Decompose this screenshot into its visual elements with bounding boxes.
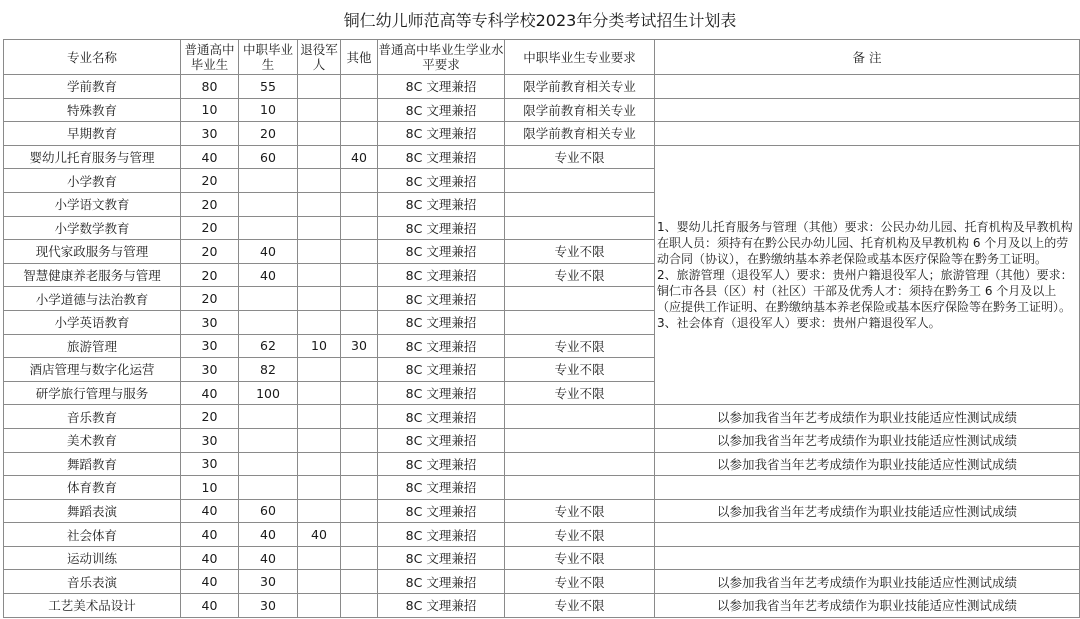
cell-major: 小学道德与法治教育 [4, 287, 181, 311]
cell-high-school-count: 40 [181, 381, 239, 405]
cell-other-count [341, 98, 378, 122]
cell-high-school-count: 30 [181, 358, 239, 382]
cell-high-school-req: 8C 文理兼招 [378, 594, 505, 618]
cell-high-school-count: 30 [181, 122, 239, 146]
table-row [4, 98, 1080, 122]
cell-other-count [341, 476, 378, 500]
cell-major: 运动训练 [4, 546, 181, 570]
cell-veteran-count [298, 310, 341, 334]
cell-major: 工艺美术品设计 [4, 594, 181, 618]
cell-veteran-count [298, 98, 341, 122]
cell-vocational-req: 专业不限 [505, 334, 655, 358]
cell-vocational-count: 82 [239, 358, 298, 382]
cell-vocational-count: 10 [239, 98, 298, 122]
table-row [4, 428, 1080, 452]
cell-other-count: 30 [341, 334, 378, 358]
cell-vocational-count: 40 [239, 263, 298, 287]
cell-veteran-count: 40 [298, 523, 341, 547]
cell-vocational-count: 20 [239, 122, 298, 146]
cell-high-school-req: 8C 文理兼招 [378, 523, 505, 547]
cell-remark [655, 546, 1080, 570]
cell-major: 体育教育 [4, 476, 181, 500]
cell-vocational-count [239, 216, 298, 240]
cell-other-count [341, 499, 378, 523]
cell-other-count [341, 216, 378, 240]
cell-major: 美术教育 [4, 428, 181, 452]
cell-major: 旅游管理 [4, 334, 181, 358]
cell-high-school-count: 40 [181, 546, 239, 570]
cell-veteran-count [298, 75, 341, 99]
cell-other-count [341, 75, 378, 99]
cell-vocational-count: 60 [239, 145, 298, 169]
cell-high-school-req: 8C 文理兼招 [378, 476, 505, 500]
cell-high-school-req: 8C 文理兼招 [378, 145, 505, 169]
cell-major: 特殊教育 [4, 98, 181, 122]
cell-veteran-count [298, 381, 341, 405]
cell-vocational-count [239, 405, 298, 429]
cell-other-count [341, 263, 378, 287]
cell-other-count [341, 358, 378, 382]
cell-other-count [341, 546, 378, 570]
cell-other-count [341, 381, 378, 405]
header-vocational: 中职毕业生 [239, 40, 298, 75]
cell-remark [655, 476, 1080, 500]
cell-remark: 以参加我省当年艺考成绩作为职业技能适应性测试成绩 [655, 570, 1080, 594]
cell-vocational-count: 100 [239, 381, 298, 405]
cell-high-school-count: 30 [181, 428, 239, 452]
cell-vocational-req [505, 287, 655, 311]
cell-vocational-count [239, 169, 298, 193]
cell-vocational-req: 专业不限 [505, 523, 655, 547]
cell-remark: 以参加我省当年艺考成绩作为职业技能适应性测试成绩 [655, 428, 1080, 452]
cell-vocational-req: 专业不限 [505, 263, 655, 287]
table-row [4, 75, 1080, 99]
cell-vocational-req: 专业不限 [505, 499, 655, 523]
cell-vocational-req [505, 310, 655, 334]
cell-other-count [341, 310, 378, 334]
header-remark: 备 注 [655, 40, 1080, 75]
cell-high-school-count: 10 [181, 476, 239, 500]
cell-major: 小学教育 [4, 169, 181, 193]
cell-veteran-count [298, 192, 341, 216]
cell-other-count [341, 570, 378, 594]
cell-major: 研学旅行管理与服务 [4, 381, 181, 405]
cell-vocational-count: 30 [239, 570, 298, 594]
cell-major: 小学数学教育 [4, 216, 181, 240]
cell-veteran-count [298, 405, 341, 429]
cell-veteran-count [298, 476, 341, 500]
cell-vocational-req: 专业不限 [505, 381, 655, 405]
cell-major: 学前教育 [4, 75, 181, 99]
cell-veteran-count: 10 [298, 334, 341, 358]
cell-major: 智慧健康养老服务与管理 [4, 263, 181, 287]
cell-vocational-count: 40 [239, 240, 298, 264]
cell-major: 早期教育 [4, 122, 181, 146]
cell-veteran-count [298, 594, 341, 618]
cell-other-count [341, 428, 378, 452]
header-major: 专业名称 [4, 40, 181, 75]
cell-veteran-count [298, 240, 341, 264]
table-row [4, 499, 1080, 523]
cell-vocational-req: 专业不限 [505, 358, 655, 382]
cell-vocational-count [239, 287, 298, 311]
enrollment-plan-table [3, 39, 1080, 618]
remark-note-item: 2、旅游管理（退役军人）要求：贵州户籍退役军人；旅游管理（其他）要求：铜仁市各县（区）村（社区）干部及优秀人才：须持在黔务工 6 个月及以上（应提供工作证明、在黔缴纳基本养老保险或基本医疗保险等在黔务工证明）。 [657, 268, 1073, 315]
cell-vocational-req: 专业不限 [505, 546, 655, 570]
cell-high-school-req: 8C 文理兼招 [378, 358, 505, 382]
cell-vocational-req: 专业不限 [505, 594, 655, 618]
cell-major: 音乐教育 [4, 405, 181, 429]
cell-veteran-count [298, 145, 341, 169]
cell-other-count: 40 [341, 145, 378, 169]
table-row [4, 476, 1080, 500]
cell-veteran-count [298, 216, 341, 240]
cell-high-school-req: 8C 文理兼招 [378, 216, 505, 240]
cell-high-school-count: 20 [181, 169, 239, 193]
cell-major: 舞蹈表演 [4, 499, 181, 523]
cell-veteran-count [298, 122, 341, 146]
cell-high-school-req: 8C 文理兼招 [378, 405, 505, 429]
cell-veteran-count [298, 428, 341, 452]
cell-high-school-count: 30 [181, 334, 239, 358]
cell-vocational-req: 限学前教育相关专业 [505, 75, 655, 99]
cell-vocational-req: 专业不限 [505, 570, 655, 594]
table-row [4, 405, 1080, 429]
cell-vocational-count [239, 452, 298, 476]
cell-other-count [341, 192, 378, 216]
remark-note-item: 1、婴幼儿托育服务与管理（其他）要求：公民办幼儿园、托育机构及早教机构在职人员：须持有在黔公民办幼儿园、托育机构及早教机构 6 个月及以上的劳动合同（协议），在黔缴纳基本养老保险或基本医疗保险等在黔务工证明。 [657, 220, 1073, 267]
cell-high-school-req: 8C 文理兼招 [378, 287, 505, 311]
cell-high-school-req: 8C 文理兼招 [378, 499, 505, 523]
table-row [4, 145, 1080, 169]
table-row [4, 594, 1080, 618]
cell-other-count [341, 523, 378, 547]
cell-veteran-count [298, 287, 341, 311]
header-high-school: 普通高中毕业生 [181, 40, 239, 75]
cell-high-school-count: 20 [181, 216, 239, 240]
cell-high-school-req: 8C 文理兼招 [378, 570, 505, 594]
cell-high-school-count: 40 [181, 594, 239, 618]
cell-high-school-count: 20 [181, 287, 239, 311]
cell-other-count [341, 287, 378, 311]
cell-vocational-count: 40 [239, 546, 298, 570]
cell-high-school-count: 40 [181, 523, 239, 547]
cell-major: 小学语文教育 [4, 192, 181, 216]
remark-note-item: 3、社会体育（退役军人）要求：贵州户籍退役军人。 [657, 316, 941, 331]
cell-remark: 以参加我省当年艺考成绩作为职业技能适应性测试成绩 [655, 499, 1080, 523]
header-other: 其他 [341, 40, 378, 75]
remark-notes [655, 145, 1080, 405]
cell-other-count [341, 594, 378, 618]
cell-veteran-count [298, 263, 341, 287]
cell-remark: 以参加我省当年艺考成绩作为职业技能适应性测试成绩 [655, 594, 1080, 618]
cell-vocational-count: 60 [239, 499, 298, 523]
cell-high-school-req: 8C 文理兼招 [378, 381, 505, 405]
cell-veteran-count [298, 452, 341, 476]
cell-high-school-req: 8C 文理兼招 [378, 98, 505, 122]
cell-vocational-req [505, 216, 655, 240]
header-high-school-req: 普通高中毕业生学业水平要求 [378, 40, 505, 75]
cell-high-school-req: 8C 文理兼招 [378, 263, 505, 287]
cell-other-count [341, 240, 378, 264]
cell-high-school-count: 40 [181, 570, 239, 594]
cell-high-school-req: 8C 文理兼招 [378, 428, 505, 452]
cell-major: 现代家政服务与管理 [4, 240, 181, 264]
cell-vocational-count: 30 [239, 594, 298, 618]
cell-vocational-req [505, 476, 655, 500]
cell-major: 社会体育 [4, 523, 181, 547]
cell-vocational-req: 限学前教育相关专业 [505, 122, 655, 146]
cell-vocational-count: 62 [239, 334, 298, 358]
table-row [4, 546, 1080, 570]
cell-high-school-count: 40 [181, 145, 239, 169]
cell-other-count [341, 122, 378, 146]
cell-high-school-req: 8C 文理兼招 [378, 546, 505, 570]
header-row [4, 40, 1080, 75]
header-veteran: 退役军人 [298, 40, 341, 75]
cell-remark [655, 75, 1080, 99]
table-row [4, 523, 1080, 547]
cell-high-school-req: 8C 文理兼招 [378, 192, 505, 216]
cell-high-school-req: 8C 文理兼招 [378, 122, 505, 146]
cell-vocational-req [505, 428, 655, 452]
cell-vocational-count: 40 [239, 523, 298, 547]
cell-high-school-count: 10 [181, 98, 239, 122]
cell-other-count [341, 169, 378, 193]
cell-vocational-count: 55 [239, 75, 298, 99]
cell-vocational-count [239, 192, 298, 216]
cell-other-count [341, 405, 378, 429]
cell-remark: 以参加我省当年艺考成绩作为职业技能适应性测试成绩 [655, 452, 1080, 476]
cell-major: 舞蹈教育 [4, 452, 181, 476]
cell-high-school-count: 80 [181, 75, 239, 99]
cell-veteran-count [298, 546, 341, 570]
cell-vocational-req [505, 192, 655, 216]
cell-vocational-req [505, 452, 655, 476]
cell-remark: 以参加我省当年艺考成绩作为职业技能适应性测试成绩 [655, 405, 1080, 429]
cell-vocational-req [505, 405, 655, 429]
cell-veteran-count [298, 358, 341, 382]
cell-high-school-req: 8C 文理兼招 [378, 240, 505, 264]
table-row [4, 122, 1080, 146]
cell-vocational-count [239, 476, 298, 500]
header-vocational-req: 中职毕业生专业要求 [505, 40, 655, 75]
cell-other-count [341, 452, 378, 476]
cell-high-school-req: 8C 文理兼招 [378, 75, 505, 99]
cell-high-school-count: 20 [181, 263, 239, 287]
cell-vocational-req: 专业不限 [505, 145, 655, 169]
cell-high-school-count: 20 [181, 405, 239, 429]
cell-high-school-req: 8C 文理兼招 [378, 334, 505, 358]
cell-high-school-count: 40 [181, 499, 239, 523]
cell-vocational-req [505, 169, 655, 193]
cell-high-school-req: 8C 文理兼招 [378, 452, 505, 476]
cell-veteran-count [298, 499, 341, 523]
cell-high-school-count: 20 [181, 240, 239, 264]
cell-major: 婴幼儿托育服务与管理 [4, 145, 181, 169]
cell-high-school-count: 30 [181, 452, 239, 476]
cell-vocational-req: 专业不限 [505, 240, 655, 264]
cell-high-school-count: 20 [181, 192, 239, 216]
table-row [4, 452, 1080, 476]
cell-vocational-req: 限学前教育相关专业 [505, 98, 655, 122]
cell-high-school-req: 8C 文理兼招 [378, 169, 505, 193]
cell-major: 音乐表演 [4, 570, 181, 594]
cell-high-school-req: 8C 文理兼招 [378, 310, 505, 334]
table-body [4, 75, 1080, 618]
cell-major: 小学英语教育 [4, 310, 181, 334]
cell-remark [655, 523, 1080, 547]
page-title: 铜仁幼儿师范高等专科学校2023年分类考试招生计划表 [343, 11, 737, 30]
cell-vocational-count [239, 428, 298, 452]
cell-major: 酒店管理与数字化运营 [4, 358, 181, 382]
cell-high-school-count: 30 [181, 310, 239, 334]
cell-remark [655, 98, 1080, 122]
cell-veteran-count [298, 169, 341, 193]
cell-vocational-count [239, 310, 298, 334]
table-row [4, 570, 1080, 594]
cell-veteran-count [298, 570, 341, 594]
cell-remark [655, 122, 1080, 146]
